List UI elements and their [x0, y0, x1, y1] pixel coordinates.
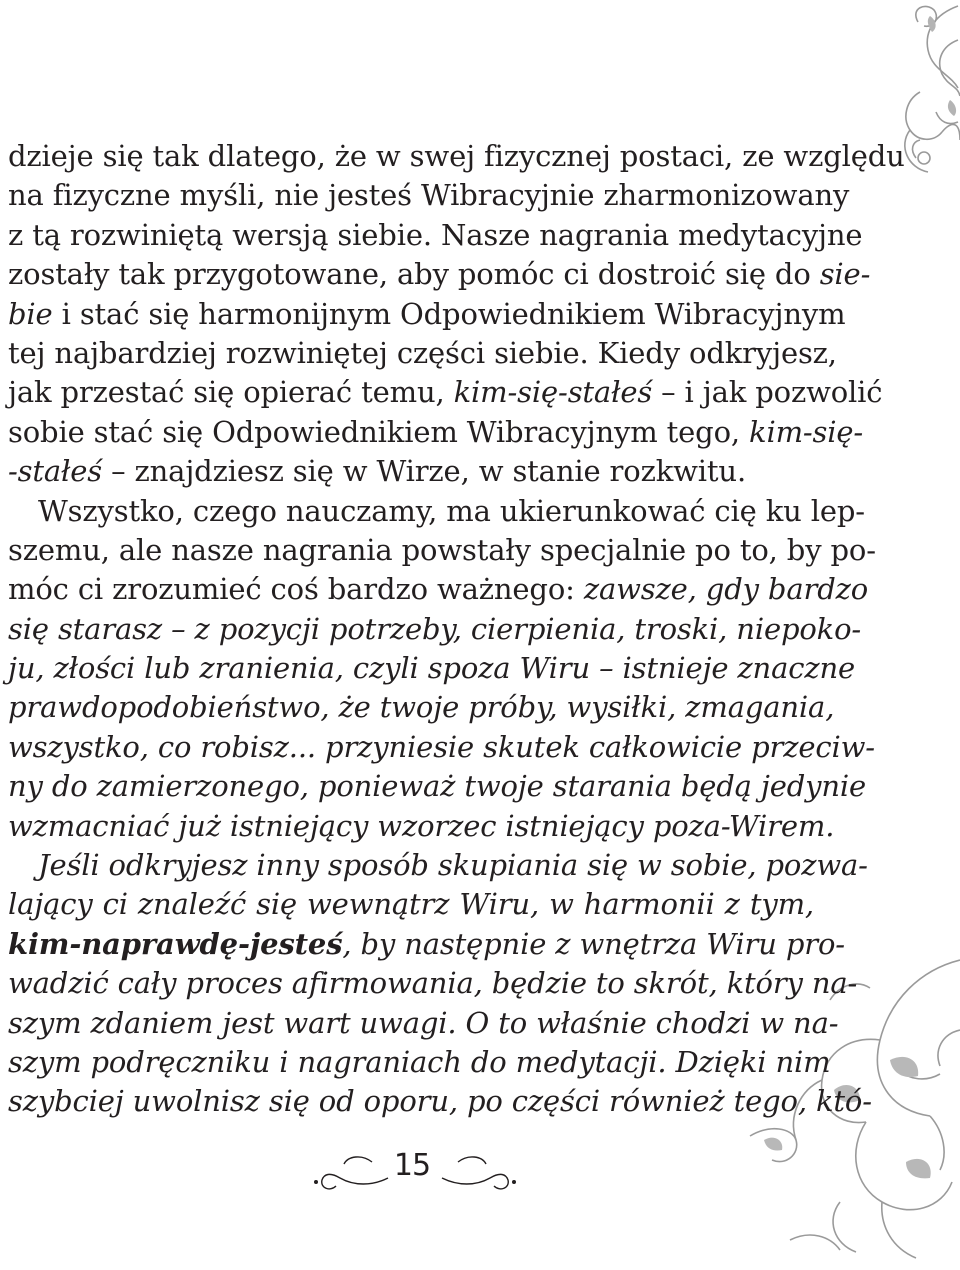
text-segment: kim-naprawdę-jesteś	[8, 926, 343, 961]
text-segment: szym podręczniku i nagraniach do medytacji. Dzięki nim	[8, 1044, 831, 1079]
text-line	[8, 137, 905, 176]
text-line	[8, 531, 876, 570]
text-segment: szemu, ale nasze nagrania powstały specjalnie po to, by po-	[8, 532, 876, 567]
text-segment: tej najbardziej rozwiniętej części siebie. Kiedy odkryjesz,	[8, 335, 837, 370]
text-segment: prawdopodobieństwo, że twoje próby, wysiłki, zmagania,	[8, 690, 835, 725]
text-segment: -stałeś	[8, 454, 103, 489]
text-line	[8, 176, 850, 215]
text-segment: zostały tak przygotowane, aby pomóc ci dostroić się do	[8, 257, 820, 292]
text-segment: – znajdziesz się w Wirze, w stanie rozkwitu.	[102, 454, 747, 489]
text-line	[8, 1082, 872, 1121]
text-line	[8, 216, 863, 255]
text-line	[8, 334, 837, 373]
text-segment: i stać się harmonijnym Odpowiednikiem Wibracyjnym	[52, 296, 846, 331]
text-segment: szybciej uwolnisz się od oporu, po części również tego, któ-	[8, 1084, 872, 1119]
text-segment: zawsze, gdy bardzo	[583, 572, 869, 607]
page-text	[8, 137, 905, 1122]
text-line	[8, 413, 864, 452]
text-line	[8, 570, 869, 609]
text-segment: – i jak pozwolić	[652, 375, 883, 410]
text-line	[8, 925, 845, 964]
text-line	[8, 255, 871, 294]
text-segment: szym zdaniem jest wart uwagi. O to właśnie chodzi w na-	[8, 1005, 839, 1040]
text-segment: ny do zamierzonego, ponieważ twoje starania będą jedynie	[8, 769, 867, 804]
text-line	[8, 767, 867, 806]
text-line	[8, 964, 858, 1003]
text-segment: kim-się-stałeś	[453, 375, 653, 410]
text-line	[8, 846, 868, 885]
text-line	[8, 728, 875, 767]
text-segment: Wszystko, czego nauczamy, ma ukierunkować cię ku lep-	[38, 493, 865, 528]
text-line	[8, 885, 814, 924]
text-segment: , by następnie z wnętrza Wiru pro-	[342, 926, 845, 961]
text-line	[8, 610, 862, 649]
text-line	[8, 452, 814, 491]
text-line	[8, 1043, 831, 1082]
text-segment: z tą rozwiniętą wersją siebie. Nasze nagrania medytacyjne	[8, 217, 863, 252]
text-line	[8, 492, 865, 531]
text-line	[8, 688, 835, 727]
text-line	[8, 295, 846, 334]
text-line	[8, 373, 883, 412]
text-segment: sobie stać się Odpowiednikiem Wibracyjnym tego,	[8, 414, 750, 449]
text-segment: sie-	[819, 257, 871, 292]
text-line	[8, 807, 835, 846]
text-segment: móc ci zrozumieć coś bardzo ważnego:	[8, 572, 584, 607]
text-segment: wadzić cały proces afirmowania, będzie to skrót, który na-	[8, 966, 858, 1001]
text-segment: wszystko, co robisz... przyniesie skutek całkowicie przeciw-	[8, 729, 875, 764]
text-segment: na fizyczne myśli, nie jesteś Wibracyjnie zharmonizowany	[8, 178, 850, 213]
text-line	[8, 1004, 839, 1043]
page-number: 15	[393, 1148, 431, 1183]
text-segment: bie	[8, 296, 53, 331]
text-segment: ju, złości lub zranienia, czyli spoza Wiru – istnieje znaczne	[8, 651, 855, 686]
text-line	[8, 649, 855, 688]
text-segment: Jeśli odkryjesz inny sposób skupiania się w sobie, pozwa-	[38, 848, 868, 883]
text-segment: wzmacniać już istniejący wzorzec istniejący poza-Wirem.	[8, 808, 835, 843]
text-segment: się starasz – z pozycji potrzeby, cierpienia, troski, niepoko-	[8, 611, 862, 646]
text-segment: jak przestać się opierać temu,	[8, 375, 454, 410]
text-segment: kim-się-	[749, 414, 864, 449]
text-segment: lający ci znaleźć się wewnątrz Wiru, w harmonii z tym,	[8, 887, 814, 922]
text-segment: dzieje się tak dlatego, że w swej fizycznej postaci, ze względu	[8, 139, 905, 173]
